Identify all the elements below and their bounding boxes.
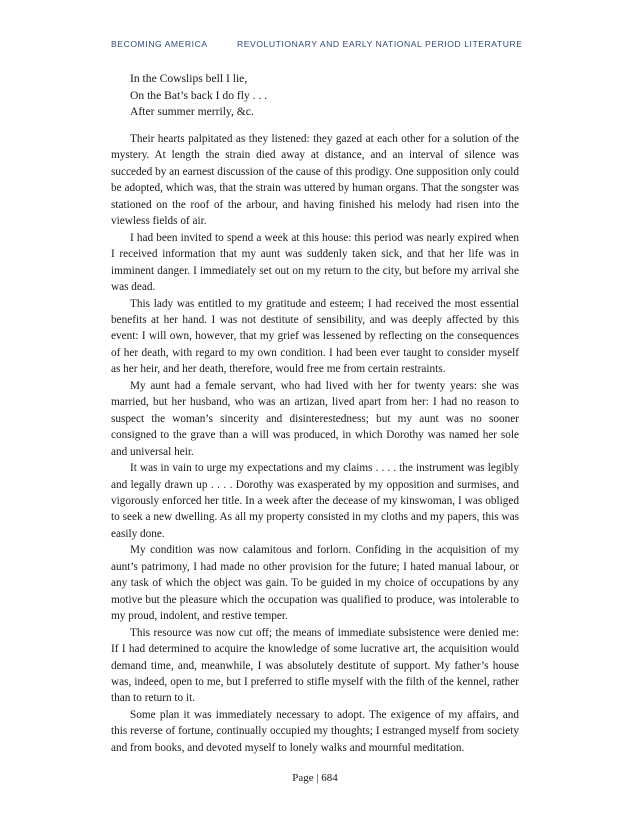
page-number: Page | 684 [292, 772, 338, 784]
verse-quotation [130, 71, 267, 121]
running-header [111, 39, 531, 49]
verse-line: After summer merrily, &c. [130, 105, 254, 118]
paragraph: Some plan it was immediately necessary to adopt. The exigence of my affairs, and this reverse of fortune, continually occupied my thoughts; I estranged myself from society and from books, and devoted myself to lonely walks and mournful meditation. [111, 708, 519, 754]
book-title: BECOMING AMERICA [111, 39, 208, 49]
verse-line: In the Cowslips bell I lie, [130, 72, 248, 85]
body-text [111, 131, 519, 756]
paragraph: My condition was now calamitous and forlorn. Confiding in the acquisition of my aunt’s patrimony, I had made no other provision for the future; I hated manual labour, or any task of which the object was gain. To be guided in my choice of occupations by any motive but the pleasure which the occupation was qualified to produce, was intolerable to my proud, indolent, and restive temper. [111, 544, 519, 623]
verse-line: On the Bat’s back I do fly . . . [130, 88, 268, 102]
section-title: REVOLUTIONARY AND EARLY NATIONAL PERIOD LITERATURE [237, 39, 523, 49]
paragraph: This lady was entitled to my gratitude and esteem; I had received the most essential benefits at her hand. I was not destitute of sensibility, and was deeply affected by this event: I will own, however, that my grief was lessened by reflecting on the consequences of her death, with regard to my own condition. I had been ever taught to consider myself as her heir, and her death, therefore, would free me from certain restraints. [111, 297, 519, 376]
paragraph: Their hearts palpitated as they listened: they gazed at each other for a solution of the mystery. At length the strain died away at distance, and an interval of silence was succeded by an earnest discussion of the cause of this prodigy. One supposition only could be adopted, which was, that the strain was uttered by human organs. That the songster was stationed on the roof of the arbour, and having finished his melody had risen into the viewless fields of air. [111, 133, 519, 228]
paragraph: My aunt had a female servant, who had lived with her for twenty years: she was married, but her husband, who was an artizan, lived apart from her: I had no reason to suspect the woman’s sincerity and disinterestedness; but my aunt was no sooner consigned to the grave than a will was produced, in which Dorothy was named her sole and universal heir. [111, 379, 519, 458]
paragraph: This resource was now cut off; the means of immediate subsistence were denied me: If I had determined to acquire the knowledge of some lucrative art, the acquisition would demand time, and, meanwhile, I was absolutely destitute of support. My father’s house was, indeed, open to me, but I preferred to stifle myself with the filth of the kennel, rather than to return to it. [111, 626, 519, 705]
paragraph: It was in vain to urge my expectations and my claims . . . . the instrument was legibly and legally drawn up . . . . Dorothy was exasperated by my opposition and surmises, and vigorously enforced her title. In a week after the decease of my kinswoman, I was obliged to seek a new dwelling. As all my property consisted in my cloths and my papers, this was easily done. [111, 462, 519, 540]
paragraph: I had been invited to spend a week at this house: this period was nearly expired when I received information that my aunt was suddenly taken sick, and that her life was in imminent danger. I immediately set out on my return to the city, but before my arrival she was dead. [111, 231, 519, 294]
